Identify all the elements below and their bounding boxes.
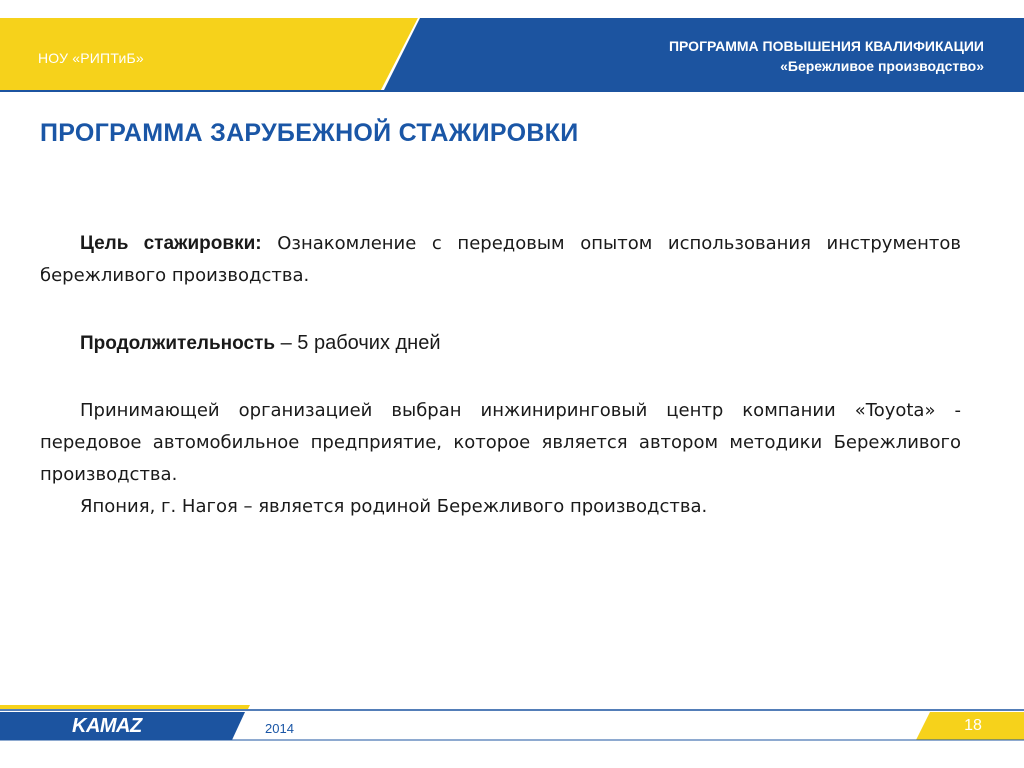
goal-paragraph (40, 228, 961, 292)
duration-paragraph (40, 327, 961, 360)
host-paragraph: Принимающей организацией выбран инжиниринговый центр компании «Toyota» - передовое автомобильное предприятие, которое является автором методики Бережливого производства. (40, 400, 961, 485)
page-number: 18 (964, 717, 982, 734)
footer-banner (0, 700, 1024, 768)
japan-paragraph: Япония, г. Нагоя – является родиной Бережливого производства. (80, 496, 708, 517)
footer-background (0, 700, 1024, 768)
program-subtitle: «Бережливое производство» (780, 58, 984, 74)
org-name: НОУ «РИПТиБ» (38, 50, 144, 66)
header-banner (0, 0, 1024, 92)
footer-year: 2014 (265, 721, 294, 736)
content-body (40, 228, 961, 523)
program-title: ПРОГРАММА ПОВЫШЕНИЯ КВАЛИФИКАЦИИ (668, 38, 984, 54)
kamaz-logo: KAMAZ (72, 715, 142, 737)
duration-label: Продолжительность (80, 333, 276, 354)
goal-text: Ознакомление с передовым опытом использования инструментов бережливого производства. (40, 233, 961, 286)
page-title: ПРОГРАММА ЗАРУБЕЖНОЙ СТАЖИРОВКИ (40, 119, 579, 147)
duration-text: – 5 рабочих дней (275, 332, 441, 354)
goal-label: Цель стажировки: (80, 233, 262, 254)
